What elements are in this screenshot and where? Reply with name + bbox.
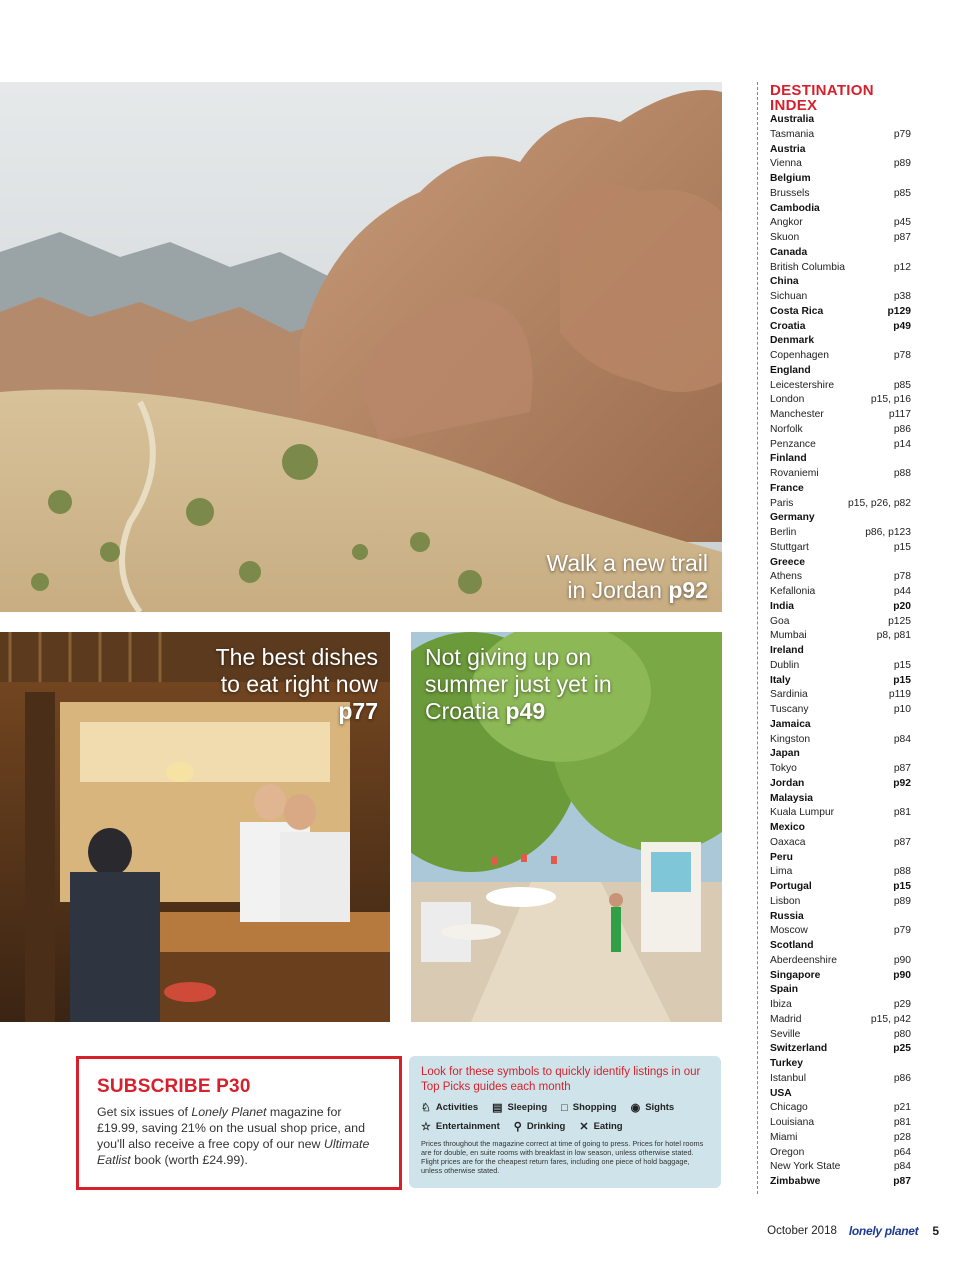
symbol-drinking — [514, 1120, 566, 1133]
index-entry-page: p8, p81 — [876, 630, 911, 642]
index-entry-name: Tasmania — [770, 128, 815, 140]
index-country-row[interactable] — [770, 556, 911, 571]
index-country-row[interactable] — [770, 939, 911, 954]
index-entry-page: p78 — [893, 571, 911, 583]
index-entry-name: Costa Rica — [770, 305, 824, 317]
eye-icon: ◉ — [630, 1102, 641, 1114]
index-entry-name: Brussels — [770, 187, 810, 199]
subscribe-text-3: book (worth £24.99). — [130, 1153, 248, 1167]
index-country-row[interactable] — [770, 305, 911, 320]
index-place-row[interactable] — [770, 290, 911, 305]
index-entry-name: British Columbia — [770, 261, 845, 273]
index-country-row[interactable] — [770, 674, 911, 689]
index-entry-name: Canada — [770, 246, 808, 258]
index-entry-page: p78 — [893, 350, 911, 361]
index-entry-page: p86 — [893, 1072, 911, 1084]
index-entry-name: USA — [770, 1087, 792, 1099]
index-entry-page: p119 — [888, 689, 911, 701]
index-entry-page: p21 — [893, 1102, 911, 1114]
index-entry-name: Turkey — [770, 1058, 804, 1069]
index-entry-page: p80 — [893, 1028, 911, 1040]
index-entry-page: p12 — [893, 261, 911, 273]
activities-icon: ♘ — [421, 1102, 431, 1114]
index-entry-page: p45 — [893, 217, 911, 229]
index-place-row[interactable] — [770, 541, 911, 556]
index-entry-page: p79 — [893, 925, 911, 937]
index-entry-name: Penzance — [770, 438, 816, 450]
index-country-row[interactable] — [770, 777, 911, 792]
index-entry-name: Scotland — [770, 940, 814, 951]
index-entry-page: p15 — [893, 674, 911, 686]
index-entry-name: Kuala Lumpur — [770, 807, 835, 819]
index-place-row[interactable] — [770, 1146, 911, 1161]
index-place-row[interactable] — [770, 998, 911, 1013]
shopping-label: Shopping — [572, 1102, 617, 1113]
index-entry-name: Oaxaca — [770, 836, 806, 848]
index-entry-name: Madrid — [770, 1013, 802, 1025]
prices-note: Prices throughout the magazine correct at time of going to press. Prices for hotel rooms are for double, en suite rooms with breakfast in low season, unless otherwise stated. Flight prices are for the cheapest return fares, including one piece of hold baggage, unless otherwise stated. — [421, 1139, 704, 1175]
issue-date: October 2018 — [767, 1225, 837, 1237]
index-entry-page: p90 — [893, 954, 911, 966]
index-entry-page: p79 — [893, 128, 911, 140]
index-country-row[interactable] — [770, 334, 911, 349]
index-country-row[interactable] — [770, 320, 911, 335]
index-entry-name: Stuttgart — [770, 541, 809, 553]
index-entry-name: India — [770, 600, 795, 612]
index-entry-page: p88 — [893, 866, 911, 878]
index-entry-name: Croatia — [770, 320, 806, 332]
index-place-row[interactable] — [770, 615, 911, 630]
index-country-row[interactable] — [770, 511, 911, 526]
index-entry-name: Kingston — [770, 733, 811, 745]
index-place-row[interactable] — [770, 895, 911, 910]
symbol-sleeping — [492, 1101, 547, 1114]
index-entry-page: p90 — [893, 969, 911, 981]
index-place-row[interactable] — [770, 231, 911, 246]
destination-index — [757, 82, 911, 1194]
index-place-row[interactable] — [770, 128, 911, 143]
index-country-row[interactable] — [770, 275, 911, 290]
index-entry-page: p85 — [893, 187, 911, 199]
index-place-row[interactable] — [770, 349, 911, 364]
index-entry-name: Manchester — [770, 409, 824, 420]
index-entry-page: p44 — [893, 586, 911, 597]
index-place-row[interactable] — [770, 261, 911, 276]
page-footer — [767, 1224, 939, 1238]
sights-label: Sights — [645, 1102, 675, 1113]
index-place-row[interactable] — [770, 1013, 911, 1028]
index-place-row[interactable] — [770, 157, 911, 172]
index-entry-page: p15 — [893, 541, 911, 553]
drinking-label: Drinking — [526, 1121, 566, 1132]
subscribe-title[interactable]: SUBSCRIBE P30 — [97, 1076, 251, 1097]
index-country-row[interactable] — [770, 172, 911, 187]
index-title — [770, 82, 911, 113]
index-place-row[interactable] — [770, 703, 911, 718]
index-entry-name: Seville — [770, 1028, 801, 1040]
index-entry-page: p84 — [893, 733, 911, 745]
index-entry-name: New York State — [770, 1161, 841, 1173]
index-place-row[interactable] — [770, 733, 911, 748]
index-entry-name: Lima — [770, 866, 793, 878]
index-country-row[interactable] — [770, 747, 911, 762]
index-entry-name: France — [770, 482, 804, 494]
index-entry-page: p25 — [893, 1043, 911, 1055]
croatia-feature-photo[interactable] — [411, 632, 722, 1022]
drink-icon: ⚲ — [513, 1121, 522, 1133]
index-place-row[interactable] — [770, 497, 911, 512]
jordan-caption-line2: in Jordan — [567, 577, 662, 603]
croatia-caption-line1: Not giving up on — [425, 644, 592, 670]
index-entry-page: p14 — [893, 438, 911, 450]
index-entry-page: p15 — [893, 881, 911, 892]
index-entry-name: Oregon — [770, 1146, 805, 1158]
index-entry-name: Ibiza — [770, 999, 792, 1010]
index-place-row[interactable] — [770, 393, 911, 408]
index-entry-name: Spain — [770, 984, 799, 996]
index-country-row[interactable] — [770, 880, 911, 895]
index-place-row[interactable] — [770, 467, 911, 482]
index-country-row[interactable] — [770, 113, 911, 128]
index-country-row[interactable] — [770, 792, 911, 807]
index-entry-name: Austria — [770, 143, 806, 155]
index-entry-page: p28 — [893, 1131, 911, 1143]
index-entry-name: Louisiana — [770, 1117, 815, 1128]
index-entry-name: Italy — [770, 674, 791, 686]
index-place-row[interactable] — [770, 806, 911, 821]
index-entry-name: Skuon — [770, 232, 800, 243]
index-entry-page: p86, p123 — [865, 527, 911, 538]
index-list — [770, 113, 911, 1190]
index-place-row[interactable] — [770, 585, 911, 600]
index-place-row[interactable] — [770, 1116, 911, 1131]
croatia-page-ref[interactable]: p49 — [505, 698, 546, 724]
index-entry-name: Belgium — [770, 173, 811, 184]
index-entry-name: Mumbai — [770, 630, 807, 642]
index-place-row[interactable] — [770, 1101, 911, 1116]
croatia-caption-line2: summer just yet in — [425, 671, 612, 697]
index-entry-name: Mexico — [770, 822, 805, 833]
index-country-row[interactable] — [770, 202, 911, 217]
index-entry-page: p89 — [893, 895, 911, 907]
index-entry-name: London — [770, 394, 805, 406]
index-entry-name: Jordan — [770, 777, 805, 789]
index-entry-name: Leicestershire — [770, 379, 835, 391]
index-entry-name: Sichuan — [770, 291, 808, 302]
subscribe-text-2: magazine for £19.99, saving 21% on the usual shop price, and you'll also receive a free copy of our new — [97, 1105, 365, 1151]
index-entry-page: p15 — [893, 659, 911, 671]
activities-label: Activities — [435, 1102, 479, 1113]
index-place-row[interactable] — [770, 1072, 911, 1087]
index-entry-page: p87 — [893, 763, 911, 774]
index-entry-name: Tuscany — [770, 704, 809, 715]
dishes-caption-line1: The best dishes — [215, 644, 378, 670]
subscribe-box[interactable] — [76, 1056, 402, 1190]
index-place-row[interactable] — [770, 423, 911, 438]
index-entry-page: p87 — [893, 232, 911, 243]
index-place-row[interactable] — [770, 379, 911, 394]
index-country-row[interactable] — [770, 143, 911, 158]
index-entry-name: Peru — [770, 851, 793, 863]
index-entry-name: Australia — [770, 114, 815, 125]
index-entry-name: Copenhagen — [770, 350, 829, 361]
index-country-row[interactable] — [770, 1087, 911, 1102]
dishes-feature-photo[interactable] — [0, 632, 390, 1022]
index-entry-name: Finland — [770, 453, 807, 465]
index-entry-page: p10 — [893, 704, 911, 715]
index-entry-name: Lisbon — [770, 895, 801, 907]
eating-label: Eating — [593, 1121, 623, 1132]
index-country-row[interactable] — [770, 452, 911, 467]
index-entry-page: p38 — [893, 291, 911, 302]
index-entry-name: Athens — [770, 571, 803, 583]
index-place-row[interactable] — [770, 762, 911, 777]
index-country-row[interactable] — [770, 644, 911, 659]
index-entry-page: p88 — [893, 468, 911, 479]
index-country-row[interactable] — [770, 364, 911, 379]
symbol-shopping — [561, 1101, 616, 1114]
jordan-feature-photo[interactable] — [0, 82, 722, 612]
dishes-caption-line2: to eat right now — [220, 671, 378, 697]
entertainment-label: Entertainment — [435, 1121, 500, 1132]
index-place-row[interactable] — [770, 659, 911, 674]
shopping-bag-icon: □ — [561, 1101, 568, 1114]
jordan-caption — [547, 550, 708, 604]
index-entry-page: p86 — [893, 423, 911, 435]
index-entry-name: Tokyo — [770, 763, 797, 774]
index-entry-name: Dublin — [770, 659, 800, 671]
index-entry-page: p15, p42 — [870, 1013, 911, 1025]
index-country-row[interactable] — [770, 851, 911, 866]
index-country-row[interactable] — [770, 821, 911, 836]
index-place-row[interactable] — [770, 1028, 911, 1043]
index-country-row[interactable] — [770, 983, 911, 998]
index-title-line2: INDEX — [770, 97, 818, 114]
index-entry-page: p117 — [888, 409, 911, 420]
index-entry-name: Angkor — [770, 217, 803, 229]
index-entry-page: p125 — [888, 615, 911, 627]
lonely-planet-logo: lonely planet — [848, 1224, 919, 1238]
dishes-caption — [216, 644, 378, 725]
index-country-row[interactable] — [770, 718, 911, 733]
symbols-row-2 — [421, 1120, 709, 1133]
index-place-row[interactable] — [770, 688, 911, 703]
index-entry-page: p85 — [893, 379, 911, 391]
index-place-row[interactable] — [770, 1131, 911, 1146]
index-entry-name: Japan — [770, 748, 800, 760]
index-entry-name: Germany — [770, 512, 815, 524]
index-entry-page: p81 — [893, 1117, 911, 1128]
index-entry-name: Goa — [770, 615, 790, 627]
index-country-row[interactable] — [770, 910, 911, 925]
croatia-caption — [425, 644, 612, 725]
index-entry-name: Norfolk — [770, 423, 803, 435]
index-entry-name: England — [770, 364, 811, 376]
index-place-row[interactable] — [770, 1160, 911, 1175]
subscribe-book-name: Ultimate Eatlist — [97, 1137, 370, 1167]
cutlery-icon: ✕ — [579, 1121, 589, 1133]
index-entry-page: p87 — [893, 836, 911, 848]
symbol-activities — [421, 1101, 478, 1114]
index-entry-name: Jamaica — [770, 718, 811, 730]
index-entry-name: Istanbul — [770, 1072, 807, 1084]
index-entry-page: p87 — [893, 1176, 911, 1187]
index-place-row[interactable] — [770, 438, 911, 453]
index-entry-name: Ireland — [770, 645, 804, 656]
symbol-sights — [631, 1101, 675, 1114]
index-place-row[interactable] — [770, 187, 911, 202]
symbol-entertainment — [421, 1120, 500, 1133]
index-entry-name: Berlin — [770, 527, 797, 538]
index-entry-page: p129 — [887, 305, 911, 317]
index-title-line1: DESTINATION — [770, 82, 874, 99]
index-place-row[interactable] — [770, 954, 911, 969]
sleeping-label: Sleeping — [507, 1102, 548, 1113]
index-entry-name: Chicago — [770, 1102, 808, 1114]
symbols-legend — [409, 1056, 721, 1188]
index-entry-name: Rovaniemi — [770, 468, 819, 479]
index-entry-name: Moscow — [770, 925, 808, 937]
index-country-row[interactable] — [770, 482, 911, 497]
index-entry-name: Portugal — [770, 881, 812, 892]
index-entry-page: p92 — [893, 777, 911, 789]
index-place-row[interactable] — [770, 408, 911, 423]
index-entry-page: p89 — [893, 158, 911, 170]
index-entry-page: p84 — [893, 1161, 911, 1173]
index-entry-name: Malaysia — [770, 792, 813, 804]
index-entry-name: Paris — [770, 497, 794, 509]
index-place-row[interactable] — [770, 216, 911, 231]
dishes-page-ref[interactable]: p77 — [338, 698, 378, 724]
subscribe-text — [97, 1104, 382, 1168]
index-entry-name: Greece — [770, 556, 805, 568]
bed-icon: ▤ — [492, 1102, 503, 1114]
index-entry-name: China — [770, 276, 799, 288]
index-country-row[interactable] — [770, 246, 911, 261]
index-entry-name: Vienna — [770, 158, 802, 170]
symbols-row-1 — [421, 1101, 709, 1114]
index-place-row[interactable] — [770, 924, 911, 939]
index-country-row[interactable] — [770, 1057, 911, 1072]
subscribe-text-1: Get six issues of — [97, 1105, 192, 1119]
index-entry-name: Aberdeenshire — [770, 954, 837, 966]
index-entry-page: p15, p16 — [870, 394, 911, 406]
index-place-row[interactable] — [770, 526, 911, 541]
index-entry-name: Sardinia — [770, 689, 808, 701]
index-entry-name: Zimbabwe — [770, 1176, 821, 1187]
index-country-row[interactable] — [770, 1175, 911, 1190]
index-entry-name: Miami — [770, 1131, 798, 1143]
index-entry-name: Denmark — [770, 335, 815, 347]
jordan-landscape-image — [0, 82, 722, 612]
index-place-row[interactable] — [770, 836, 911, 851]
index-entry-name: Cambodia — [770, 202, 820, 214]
index-entry-page: p49 — [893, 320, 911, 332]
index-country-row[interactable] — [770, 969, 911, 984]
index-place-row[interactable] — [770, 629, 911, 644]
symbols-intro: Look for these symbols to quickly identify listings in our Top Picks guides each month — [421, 1066, 701, 1093]
index-place-row[interactable] — [770, 570, 911, 585]
index-entry-page: p15, p26, p82 — [848, 497, 911, 509]
index-entry-name: Russia — [770, 910, 804, 922]
index-place-row[interactable] — [770, 865, 911, 880]
jordan-page-ref[interactable]: p92 — [668, 577, 708, 603]
index-entry-page: p20 — [893, 600, 911, 612]
croatia-caption-line3: Croatia — [425, 698, 500, 724]
index-entry-page: p64 — [893, 1146, 911, 1158]
subscribe-magazine-name: Lonely Planet — [191, 1105, 267, 1119]
index-entry-page: p29 — [893, 999, 911, 1010]
star-icon: ☆ — [421, 1121, 431, 1133]
index-entry-name: Kefallonia — [770, 586, 816, 597]
symbol-eating — [579, 1120, 622, 1133]
index-entry-name: Singapore — [770, 969, 821, 981]
index-entry-name: Switzerland — [770, 1043, 828, 1055]
index-country-row[interactable] — [770, 1042, 911, 1057]
index-country-row[interactable] — [770, 600, 911, 615]
jordan-caption-line1: Walk a new trail — [546, 550, 708, 576]
page-number: 5 — [932, 1224, 939, 1238]
index-entry-page: p81 — [893, 807, 911, 819]
